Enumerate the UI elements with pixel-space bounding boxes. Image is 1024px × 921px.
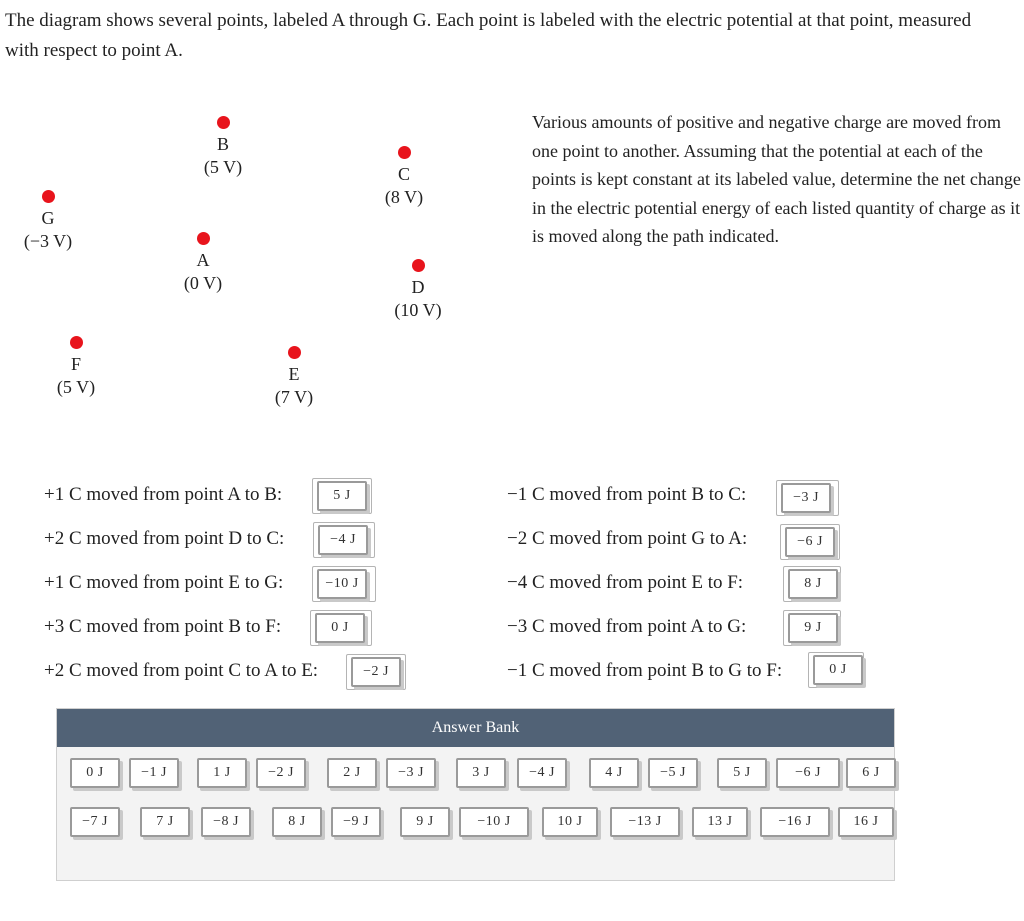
point-potential: (7 V) <box>274 387 314 407</box>
point-label: A <box>196 250 210 270</box>
answer-drop-target[interactable] <box>313 522 375 558</box>
question-prompt: +1 C moved from point A to B: <box>44 484 283 505</box>
answer-tile[interactable]: 6 J <box>846 758 896 788</box>
question-prompt: −2 C moved from point G to A: <box>507 528 748 549</box>
answer-bank-title: Answer Bank <box>57 709 894 747</box>
placed-answer-tile[interactable]: 0 J <box>813 655 863 685</box>
answer-tile[interactable]: −6 J <box>776 758 840 788</box>
answer-tile[interactable]: 9 J <box>400 807 450 837</box>
point-label: D <box>411 277 425 297</box>
answer-tile[interactable]: 7 J <box>140 807 190 837</box>
answer-drop-target[interactable] <box>808 652 864 688</box>
point-marker <box>398 146 411 159</box>
answer-drop-target[interactable] <box>312 478 372 514</box>
point-potential: (8 V) <box>384 187 424 207</box>
point-c <box>359 146 449 209</box>
point-label: E <box>288 364 300 384</box>
point-potential: (−3 V) <box>23 231 73 251</box>
point-potential: (5 V) <box>56 377 96 397</box>
answer-tile[interactable]: −8 J <box>201 807 251 837</box>
answer-drop-target[interactable] <box>780 524 840 560</box>
answer-tile[interactable]: −16 J <box>760 807 830 837</box>
point-marker <box>70 336 83 349</box>
question-prompt: +2 C moved from point C to A to E: <box>44 660 319 681</box>
answer-tile[interactable]: −5 J <box>648 758 698 788</box>
placed-answer-tile[interactable]: 0 J <box>315 613 365 643</box>
answer-tile[interactable]: −3 J <box>386 758 436 788</box>
placed-answer-tile[interactable]: 8 J <box>788 569 838 599</box>
question-prompt: +3 C moved from point B to F: <box>44 616 282 637</box>
question-prompt: +1 C moved from point E to G: <box>44 572 284 593</box>
point-potential: (5 V) <box>203 157 243 177</box>
placed-answer-tile[interactable]: −10 J <box>317 569 367 599</box>
point-label: F <box>70 354 81 374</box>
answer-drop-target[interactable] <box>346 654 406 690</box>
point-g <box>3 190 93 253</box>
answer-drop-target[interactable] <box>776 480 839 516</box>
question-prompt: −1 C moved from point B to C: <box>507 484 747 505</box>
question-prompt: −3 C moved from point A to G: <box>507 616 747 637</box>
point-f <box>31 336 121 399</box>
placed-answer-tile[interactable]: 9 J <box>788 613 838 643</box>
intro-text: The diagram shows several points, labeled A through G. Each point is labeled with the electric potential at that point, measured with respect to point A. <box>5 10 972 61</box>
question-prompt: −4 C moved from point E to F: <box>507 572 744 593</box>
point-potential: (0 V) <box>183 273 223 293</box>
point-marker <box>42 190 55 203</box>
answer-tile[interactable]: 16 J <box>838 807 894 837</box>
answer-tile[interactable]: −10 J <box>459 807 529 837</box>
answer-tile[interactable]: 0 J <box>70 758 120 788</box>
point-label: C <box>397 164 410 184</box>
placed-answer-tile[interactable]: −2 J <box>351 657 401 687</box>
point-a <box>158 232 248 295</box>
placed-answer-tile[interactable]: −4 J <box>318 525 368 555</box>
answer-tile[interactable]: 8 J <box>272 807 322 837</box>
answer-tile[interactable]: −7 J <box>70 807 120 837</box>
answer-tile[interactable]: −9 J <box>331 807 381 837</box>
point-d <box>373 259 463 322</box>
point-label: B <box>216 134 229 154</box>
answer-drop-target[interactable] <box>310 610 372 646</box>
answer-tile[interactable]: 4 J <box>589 758 639 788</box>
point-marker <box>197 232 210 245</box>
answer-tile[interactable]: −1 J <box>129 758 179 788</box>
answer-tile[interactable]: −2 J <box>256 758 306 788</box>
point-marker <box>217 116 230 129</box>
answer-drop-target[interactable] <box>312 566 376 602</box>
answer-tile[interactable]: −13 J <box>610 807 680 837</box>
answer-tile[interactable]: 10 J <box>542 807 598 837</box>
answer-tile[interactable]: 1 J <box>197 758 247 788</box>
point-label: G <box>41 208 55 228</box>
question-prompt: −1 C moved from point B to G to F: <box>507 660 783 681</box>
answer-drop-target[interactable] <box>783 610 841 646</box>
point-b <box>178 116 268 179</box>
question-prompt: +2 C moved from point D to C: <box>44 528 285 549</box>
placed-answer-tile[interactable]: −3 J <box>781 483 831 513</box>
answer-tile[interactable]: −4 J <box>517 758 567 788</box>
point-marker <box>288 346 301 359</box>
answer-tile[interactable]: 2 J <box>327 758 377 788</box>
point-marker <box>412 259 425 272</box>
instructions-text: Various amounts of positive and negative charge are moved from one point to another. Assuming that the potential at each of the points is kept constant at its labeled value, determine the net change in the electric potential energy of each listed quantity of charge as it is moved along the path indicated. <box>532 112 1021 246</box>
answer-tile[interactable]: 3 J <box>456 758 506 788</box>
answer-drop-target[interactable] <box>783 566 841 602</box>
placed-answer-tile[interactable]: 5 J <box>317 481 367 511</box>
answer-bank <box>56 708 895 881</box>
answer-tile[interactable]: 13 J <box>692 807 748 837</box>
placed-answer-tile[interactable]: −6 J <box>785 527 835 557</box>
point-potential: (10 V) <box>394 300 442 320</box>
point-e <box>249 346 339 409</box>
answer-tile[interactable]: 5 J <box>717 758 767 788</box>
